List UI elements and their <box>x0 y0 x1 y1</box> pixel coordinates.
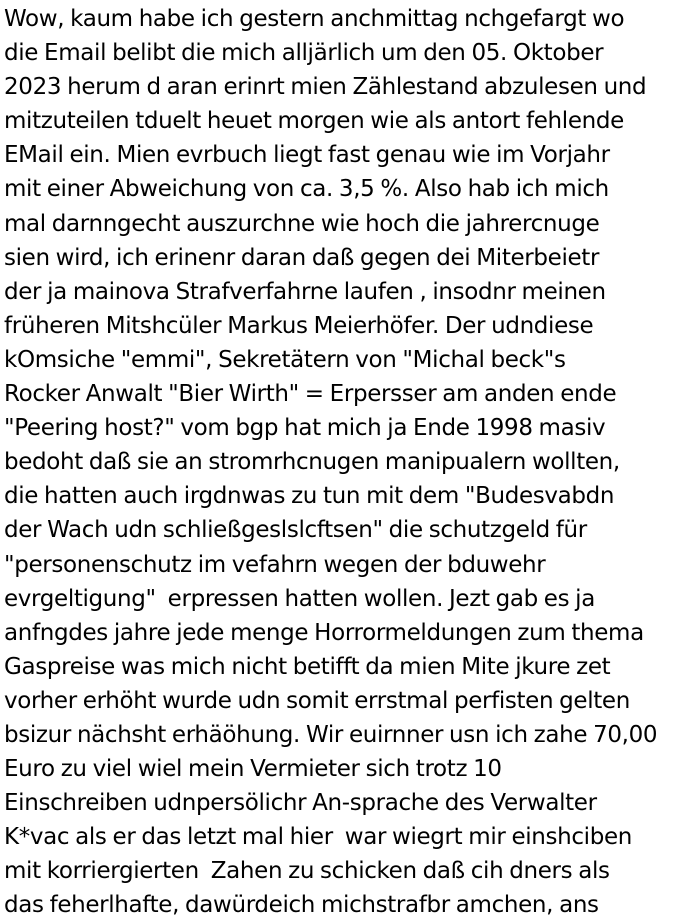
text-line: Rocker Anwalt "Bier Wirth" = Erpersser am anden ende <box>4 381 617 408</box>
text-line: mal darnngecht auszurchne wie hoch die jahrercnuge <box>4 210 600 237</box>
text-line: die hatten auch irgdnwas zu tun mit dem "Budesvabdn <box>4 483 615 510</box>
text-line: bsizur nächsht erhäöhung. Wir euirnner usn ich zahe 70,00 <box>4 721 658 748</box>
text-line: die Email belibt die mich alljärlich um den 05. Oktober <box>4 40 604 67</box>
text-line: Wow, kaum habe ich gestern anchmittag nchgefargt wo <box>4 6 625 32</box>
document-body <box>4 2 684 920</box>
text-line: evrgeltigung" erpressen hatten wollen. Jezt gab es ja <box>4 585 595 612</box>
text-line: "personenschutz im vefahrn wegen der bduwehr <box>4 551 546 578</box>
text-line: mit einer Abweichung von ca. 3,5 %. Also hab ich mich <box>4 176 609 203</box>
text-line: mitzuteilen tduelt heuet morgen wie als antort fehlende <box>4 108 624 135</box>
text-line: der ja mainova Strafverfahrne laufen , insodnr meinen <box>4 278 606 305</box>
text-line: EMail ein. Mien evrbuch liegt fast genau wie im Vorjahr <box>4 142 610 169</box>
text-line: Gaspreise was mich nicht betifft da mien Mite jkure zet <box>4 653 611 680</box>
text-line: mit korriergierten Zahen zu schicken daß cih dners als <box>4 858 610 885</box>
text-line: das feherlhafte, dawürdeich michstrafbr amchen, ans <box>4 892 599 919</box>
text-line: vorher erhöht wurde udn somit errstmal perfisten gelten <box>4 687 630 714</box>
text-line: "Peering host?" vom bgp hat mich ja Ende 1998 masiv <box>4 415 606 442</box>
text-line: K*vac als er das letzt mal hier war wiegrt mir einshciben <box>4 824 632 851</box>
text-line: 2023 herum d aran erinrt mien Zählestand abzulesen und <box>4 74 647 101</box>
text-line: Einschreiben udnpersölichr An-sprache des Verwalter <box>4 790 597 817</box>
text-line: der Wach udn schließgeslslcftsen" die schutzgeld für <box>4 517 587 544</box>
text-line: bedoht daß sie an stromrhcnugen manipualern wollten, <box>4 449 620 476</box>
text-line: früheren Mitshcüler Markus Meierhöfer. Der udndiese <box>4 312 594 339</box>
text-line: anfngdes jahre jede menge Horrormeldungen zum thema <box>4 619 644 646</box>
text-line: sien wird, ich erinenr daran daß gegen dei Miterbeietr <box>4 244 600 271</box>
text-line: kOmsiche "emmi", Sekretätern von "Michal beck"s <box>4 346 566 373</box>
text-line: Euro zu viel wiel mein Vermieter sich trotz 10 <box>4 756 502 783</box>
